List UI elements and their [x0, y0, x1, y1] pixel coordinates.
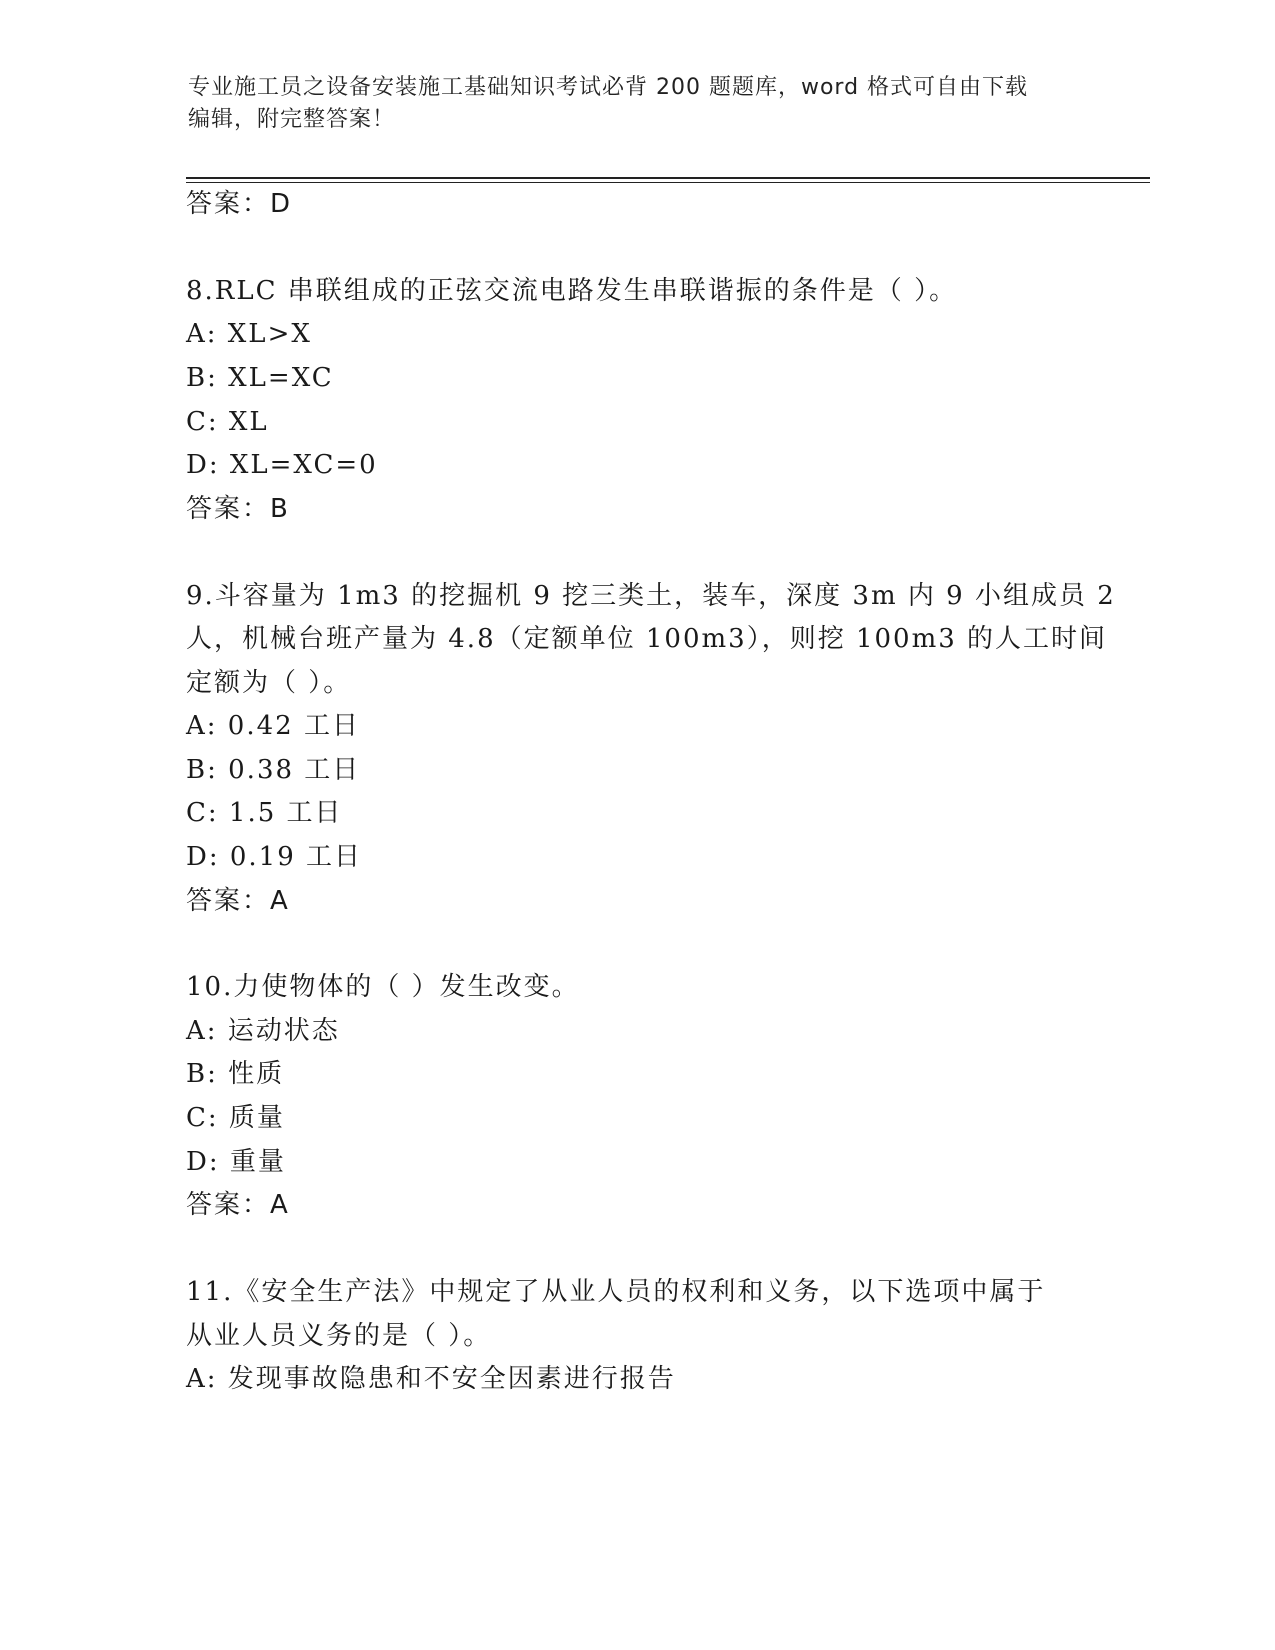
question-9-answer: 答案：A — [186, 886, 290, 916]
question-11-option-a: A: 发现事故隐患和不安全因素进行报告 — [186, 1364, 676, 1394]
question-9-option-b: B: 0.38 工日 — [186, 755, 361, 785]
question-11-stem-line-1: 11.《安全生产法》中规定了从业人员的权利和义务，以下选项中属于 — [186, 1277, 1046, 1307]
question-10-option-a: A: 运动状态 — [186, 1016, 340, 1046]
question-9-option-c: C: 1.5 工日 — [186, 798, 343, 828]
question-10-option-d: D: 重量 — [186, 1147, 286, 1177]
answer-previous: 答案：D — [186, 189, 293, 219]
question-9-option-a: A: 0.42 工日 — [186, 711, 360, 741]
question-8-option-c: C: XL — [186, 407, 269, 437]
question-8-option-d: D: XL=XC=0 — [186, 450, 378, 480]
question-8-answer: 答案：B — [186, 494, 290, 524]
question-9-stem-line-1: 9.斗容量为 1m3 的挖掘机 9 挖三类土，装车，深度 3m 内 9 小组成员 2 — [186, 581, 1116, 611]
question-10-option-c: C: 质量 — [186, 1103, 285, 1133]
header-divider-thin — [186, 182, 1150, 183]
question-9-stem-line-2: 人，机械台班产量为 4.8（定额单位 100m3），则挖 100m3 的人工时间 — [186, 624, 1108, 654]
header-divider-thick — [186, 177, 1150, 179]
question-10-stem: 10.力使物体的（ ）发生改变。 — [186, 972, 580, 1002]
document-header — [188, 72, 1068, 136]
question-9-option-d: D: 0.19 工日 — [186, 842, 363, 872]
question-8-stem: 8.RLC 串联组成的正弦交流电路发生串联谐振的条件是（ ）。 — [186, 276, 958, 306]
question-8-option-b: B: XL=XC — [186, 363, 334, 393]
question-10-answer: 答案：A — [186, 1190, 290, 1220]
header-title-line-2: 编辑，附完整答案！ — [188, 107, 396, 132]
question-8-option-a: A: XL>X — [186, 319, 312, 349]
question-9-stem-line-3: 定额为（ ）。 — [186, 668, 352, 698]
question-11-stem-line-2: 从业人员义务的是（ ）。 — [186, 1321, 492, 1351]
question-10-option-b: B: 性质 — [186, 1059, 285, 1089]
header-title-line-1: 专业施工员之设备安装施工基础知识考试必背 200 题题库，word 格式可自由下载 — [188, 75, 1029, 100]
